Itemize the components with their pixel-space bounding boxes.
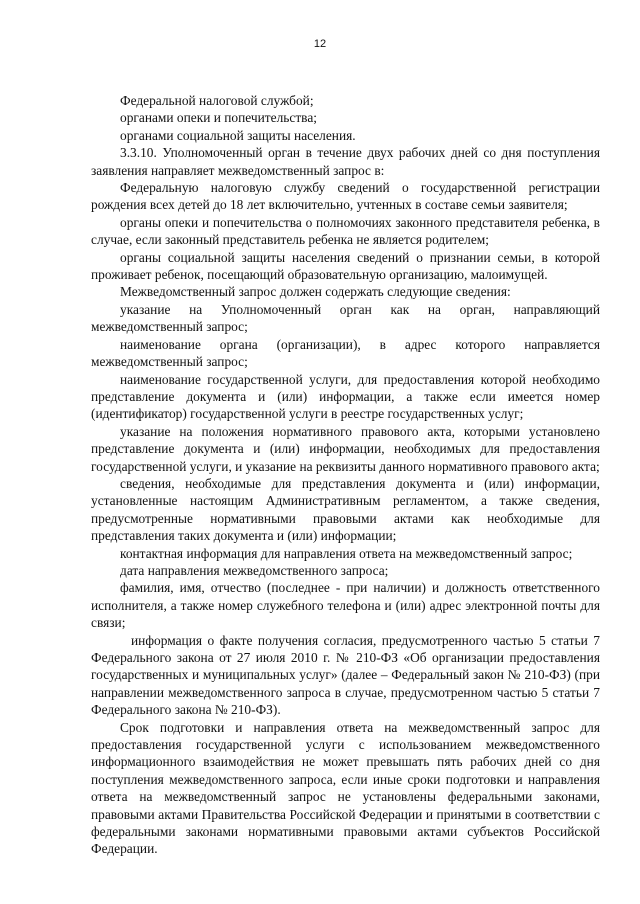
- paragraph: органами социальной защиты населения.: [120, 127, 356, 143]
- paragraph: информация о факте получения согласия, предусмотренного частью 5 статьи 7 Федерального закона от 27 июля 2010 г. № 210-ФЗ «Об организации предоставления государственных и муниципальных услуг» (далее – Федеральный закон № 210-ФЗ) (при направлении межведомственного запроса в случае, предусмотренном частью 5 статьи 7 Федерального закона № 210-ФЗ).: [91, 632, 600, 718]
- paragraph: наименование органа (организации), в адрес которого направляется межведомственный запрос;: [91, 336, 600, 370]
- paragraph: дата направления межведомственного запроса;: [120, 562, 389, 578]
- paragraph: контактная информация для направления ответа на межведомственный запрос;: [120, 545, 573, 561]
- paragraph: органы социальной защиты населения сведений о признании семьи, в которой проживает ребенок, посещающий образовательную организацию, малоимущей.: [91, 249, 600, 283]
- paragraph: наименование государственной услуги, для предоставления которой необходимо представление документа и (или) информации, а также если имеется номер (идентификатор) государственной услуги в реестре государственных услуг;: [91, 371, 600, 422]
- paragraph: сведения, необходимые для представления документа и (или) информации, установленные настоящим Административным регламентом, а также сведения, предусмотренные нормативными правовыми актами как необходимые для представления таких документа и (или) информации;: [91, 475, 600, 544]
- paragraph: 3.3.10. Уполномоченный орган в течение двух рабочих дней со дня поступления заявления направляет межведомственный запрос в:: [91, 145, 600, 178]
- paragraph: Федеральную налоговую службу сведений о государственной регистрации рождения всех детей до 18 лет включительно, учтенных в составе семьи заявителя;: [91, 180, 600, 213]
- paragraph: указание на положения нормативного правового акта, которыми установлено представление документа и (или) информации, необходимых для предоставления государственной услуги, и указание на реквизиты данного нормативного правового акта;: [91, 423, 600, 474]
- page-number: 12: [313, 38, 327, 50]
- paragraph: Срок подготовки и направления ответа на межведомственный запрос для предоставления государственной услуги с использованием межведомственного информационного взаимодействия не может превышать пять рабочих дней со дня поступления межведомственного запроса, если иные сроки подготовки и направления ответа на межведомственный запрос не установлены федеральными законами, правовыми актами Правительства Российской Федерации и принятыми в соответствии с федеральными законами нормативными правовыми актами субъектов Российской Федерации.: [91, 719, 600, 857]
- document-body: [91, 92, 600, 858]
- paragraph: органами опеки и попечительства;: [120, 110, 317, 126]
- paragraph: Федеральной налоговой службой;: [120, 93, 314, 108]
- paragraph: Межведомственный запрос должен содержать следующие сведения:: [120, 284, 511, 300]
- paragraph: указание на Уполномоченный орган как на орган, направляющий межведомственный запрос;: [91, 301, 600, 335]
- paragraph: органы опеки и попечительства о полномочиях законного представителя ребенка, в случае, если законный представитель ребенка не является родителем;: [91, 214, 600, 248]
- paragraph: фамилия, имя, отчество (последнее - при наличии) и должность ответственного исполнителя, а также номер служебного телефона и (или) адрес электронной почты для связи;: [91, 580, 600, 631]
